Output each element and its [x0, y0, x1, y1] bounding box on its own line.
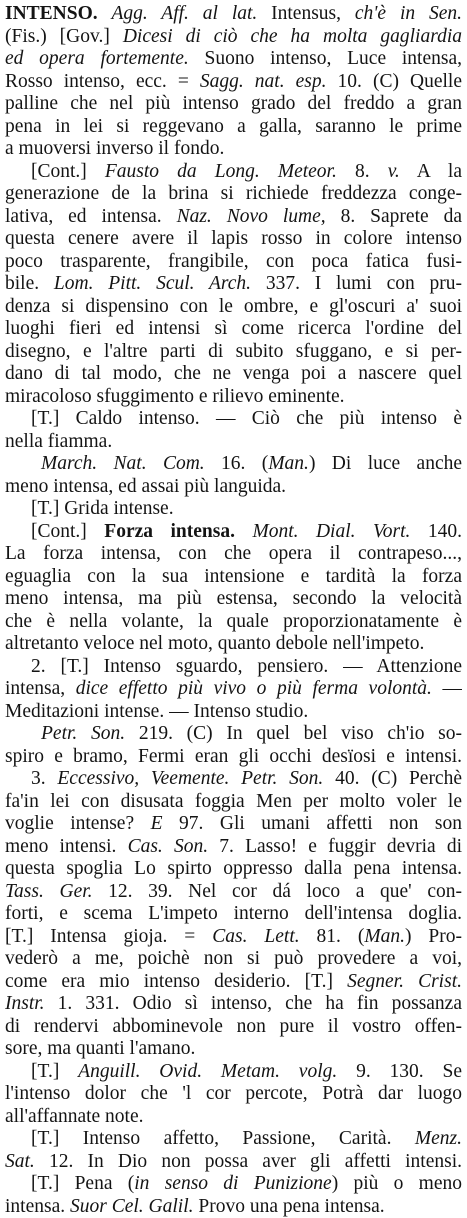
text-line	[5, 71, 462, 94]
body-text: ) più o meno	[332, 1173, 462, 1194]
body-text: 97. Gli umani affetti non son	[163, 813, 462, 834]
body-text: [T.] Grida intense.	[31, 498, 174, 519]
text-line	[5, 386, 462, 409]
text-line	[5, 341, 462, 364]
italic-text: Cas. Lett.	[212, 926, 299, 947]
body-text: generazione de la brina si richiede freddezza conge-	[5, 183, 462, 204]
body-text: —	[432, 678, 462, 699]
italic-text: Dicesi di ciò che ha molta gagliardia	[123, 26, 462, 47]
body-text: Provo una pena intensa.	[194, 1196, 385, 1217]
italic-text: Segner. Crist.	[347, 971, 462, 992]
body-text: che è nella volante, la quale proporzionatamente è	[5, 611, 462, 632]
text-line	[5, 836, 462, 859]
text-line	[5, 273, 462, 296]
body-text: questa spoglia Lo spirto oppresso dalla pena intensa.	[5, 858, 462, 879]
text-line	[5, 1196, 462, 1218]
body-text: poco trasparente, frangibile, con poca fatica fusi-	[5, 251, 462, 272]
text-line	[5, 318, 462, 341]
body-text: vederò a me, poichè non si può provedere a voi,	[5, 948, 462, 969]
italic-text: Eccessivo, Veemente. Petr. Son.	[57, 768, 323, 789]
text-line	[5, 363, 462, 386]
text-line	[5, 228, 462, 251]
text-line	[5, 701, 462, 724]
body-text: 2. [T.] Intenso sguardo, pensiero. — Attenzione	[31, 656, 462, 677]
body-text: Rosso intenso, ecc. =	[5, 71, 200, 92]
text-line	[5, 251, 462, 274]
body-text: disegno, e l'altre parti di subito sfuggano, e si per-	[5, 341, 462, 362]
italic-text: Suor Cel. Galil.	[70, 1196, 194, 1217]
body-text: lativa, ed intensa.	[5, 206, 177, 227]
italic-text: Lom. Pitt. Scul. Arch.	[54, 273, 251, 294]
body-text: 12. In Dio non possa aver gli affetti intensi.	[35, 1151, 462, 1172]
text-line	[5, 903, 462, 926]
body-text: denza si dispensino con le ombre, e gl'oscuri a' suoi	[5, 296, 462, 317]
body-text: spiro e bramo, Fermi eran gli occhi desïosi e intensi.	[5, 746, 462, 767]
text-line	[5, 183, 462, 206]
text-line	[5, 566, 462, 589]
text-line	[5, 993, 462, 1016]
body-text: pena in lei si reggevano a galla, saranno le prime	[5, 116, 462, 137]
italic-text: dice effetto più vivo o più ferma volontà.	[76, 678, 432, 699]
italic-text: Fausto da Long. Meteor.	[105, 161, 337, 182]
body-text: palline che nel più intenso grado del freddo a gran	[5, 93, 462, 114]
italic-text: Man.	[268, 453, 309, 474]
body-text: altretanto veloce nel moto, quanto debole nell'impeto.	[5, 633, 424, 654]
body-text: Meditazioni intense. — Intenso studio.	[5, 701, 308, 722]
body-text: (Fis.) [Gov.]	[5, 26, 123, 47]
text-line	[5, 296, 462, 319]
italic-text: Mont. Dial. Vort.	[252, 521, 410, 542]
body-text: voglie intense?	[5, 813, 151, 834]
text-line	[5, 206, 462, 229]
body-text: Intensus,	[257, 3, 355, 24]
italic-text: in senso di Punizione	[134, 1173, 331, 1194]
text-line	[5, 1128, 462, 1151]
body-text: 219. (C) In quel bel viso ch'io so-	[125, 723, 462, 744]
body-text: ) Pro-	[405, 926, 462, 947]
body-text: 8. Saprete da	[326, 206, 462, 227]
text-line	[5, 656, 462, 679]
text-line	[5, 858, 462, 881]
body-text: meno intensi.	[5, 836, 128, 857]
body-text: 337. I lumi con pru-	[251, 273, 462, 294]
text-line	[5, 926, 462, 949]
italic-text: Anguill. Ovid. Metam. volg.	[78, 1061, 337, 1082]
body-text: [Cont.]	[31, 521, 104, 542]
body-text: nella fiamma.	[5, 431, 112, 452]
text-line	[5, 476, 462, 499]
body-text: l'intenso dolor che 'l cor percote, Potrà dar luogo	[5, 1083, 462, 1104]
text-line	[5, 1061, 462, 1084]
body-text: ) Di luce anche	[309, 453, 462, 474]
text-line	[5, 948, 462, 971]
body-text	[189, 3, 203, 24]
body-text: meno intensa, ma più estensa, secondo la velocità	[5, 588, 462, 609]
body-text: Suono intenso, Luce intensa,	[189, 48, 462, 69]
body-text: [T.]	[31, 1061, 78, 1082]
body-text: 3.	[31, 768, 57, 789]
body-text: [Cont.]	[31, 161, 105, 182]
italic-text: Petr. Son.	[41, 723, 125, 744]
text-line	[5, 768, 462, 791]
text-line	[5, 1038, 462, 1061]
text-line	[5, 791, 462, 814]
italic-text: Naz. Novo lume,	[177, 206, 326, 227]
text-line	[5, 1016, 462, 1039]
body-text: all'affannate note.	[5, 1106, 144, 1127]
italic-text: Tass. Ger.	[5, 881, 93, 902]
body-text: 8.	[337, 161, 388, 182]
italic-text: Cas. Son.	[128, 836, 209, 857]
body-text: 81. (	[300, 926, 365, 947]
text-line	[5, 633, 462, 656]
body-text: 10. (C) Quelle	[327, 71, 462, 92]
text-line	[5, 161, 462, 184]
text-line	[5, 971, 462, 994]
text-line	[5, 116, 462, 139]
body-text: 12. 39. Nel cor dá loco a que' con-	[93, 881, 462, 902]
body-text: 140.	[410, 521, 462, 542]
body-text: sore, ma quanti l'amano.	[5, 1038, 195, 1059]
body-text: fa'in lei con disusata foggia Men per molto voler le	[5, 791, 462, 812]
body-text: questa cenere avere il lapis rosso in colore intenso	[5, 228, 462, 249]
text-line	[5, 498, 462, 521]
body-text: 16. (	[205, 453, 269, 474]
italic-text: v.	[388, 161, 400, 182]
body-text: bile.	[5, 273, 54, 294]
text-line	[5, 1173, 462, 1196]
italic-text: Man.	[364, 926, 405, 947]
italic-text: Instr.	[5, 993, 45, 1014]
text-line	[5, 48, 462, 71]
text-line	[5, 588, 462, 611]
body-text	[235, 521, 252, 542]
body-text: a muoversi inverso il fondo.	[5, 138, 224, 159]
text-line	[5, 881, 462, 904]
body-text: 9. 130. Se	[337, 1061, 462, 1082]
body-text: come era mio intenso desiderio. [T.]	[5, 971, 347, 992]
italic-text: Sat.	[5, 1151, 35, 1172]
text-line	[5, 746, 462, 769]
body-text: di rendervi abbominevole non pure il vostro offen-	[5, 1016, 462, 1037]
headword: INTENSO.	[5, 3, 98, 24]
text-line	[5, 521, 462, 544]
body-text: forti, e scema L'impeto interno dell'intensa doglia.	[5, 903, 462, 924]
dictionary-entry-intenso	[5, 3, 462, 1218]
body-text: A la	[400, 161, 462, 182]
text-line	[5, 408, 462, 431]
text-line	[5, 453, 462, 476]
body-text: dano di tal modo, che ne venga poi a nascere quel	[5, 363, 462, 384]
text-line	[5, 1151, 462, 1174]
body-text: La forza intensa, con che opera il contrapeso...,	[5, 543, 462, 564]
text-line	[5, 93, 462, 116]
text-line	[5, 1106, 462, 1129]
body-text: meno intensa, ed assai più languida.	[5, 476, 286, 497]
body-text: [T.] Pena (	[31, 1173, 134, 1194]
text-line	[5, 26, 462, 49]
italic-text: March. Nat. Com.	[41, 453, 205, 474]
body-text: [T.] Intenso affetto, Passione, Carità.	[31, 1128, 415, 1149]
body-text: intensa,	[5, 678, 76, 699]
text-line	[5, 813, 462, 836]
text-line	[5, 611, 462, 634]
body-text: luoghi fieri ed intensi sì come ricerca l'ordine del	[5, 318, 462, 339]
body-text: miracoloso sfuggimento e rilievo eminente.	[5, 386, 345, 407]
body-text: 7. Lasso! e fuggir devria di	[208, 836, 462, 857]
text-line	[5, 543, 462, 566]
body-text: eguaglia con la sua intensione e tardità la forza	[5, 566, 462, 587]
italic-text: ch'è in Sen.	[355, 3, 462, 24]
text-line	[5, 678, 462, 701]
italic-text: Sagg. nat. esp.	[200, 71, 327, 92]
text-line	[5, 138, 462, 161]
italic-text: ed opera fortemente.	[5, 48, 189, 69]
italic-text: E	[151, 813, 163, 834]
headword: Forza intensa.	[104, 521, 235, 542]
body-text	[98, 3, 112, 24]
italic-text: Agg. Aff.	[112, 3, 189, 24]
text-line	[5, 431, 462, 454]
text-line	[5, 1083, 462, 1106]
body-text: 40. (C) Perchè	[323, 768, 462, 789]
text-line	[5, 3, 462, 26]
body-text: [T.] Intensa gioja. =	[5, 926, 212, 947]
text-line	[5, 723, 462, 746]
body-text: [T.] Caldo intenso. — Ciò che più intenso è	[31, 408, 462, 429]
body-text: 1. 331. Odio sì intenso, che ha fin possanza	[45, 993, 462, 1014]
body-text: intensa.	[5, 1196, 70, 1217]
italic-text: Menz.	[415, 1128, 462, 1149]
italic-text: al lat.	[203, 3, 257, 24]
